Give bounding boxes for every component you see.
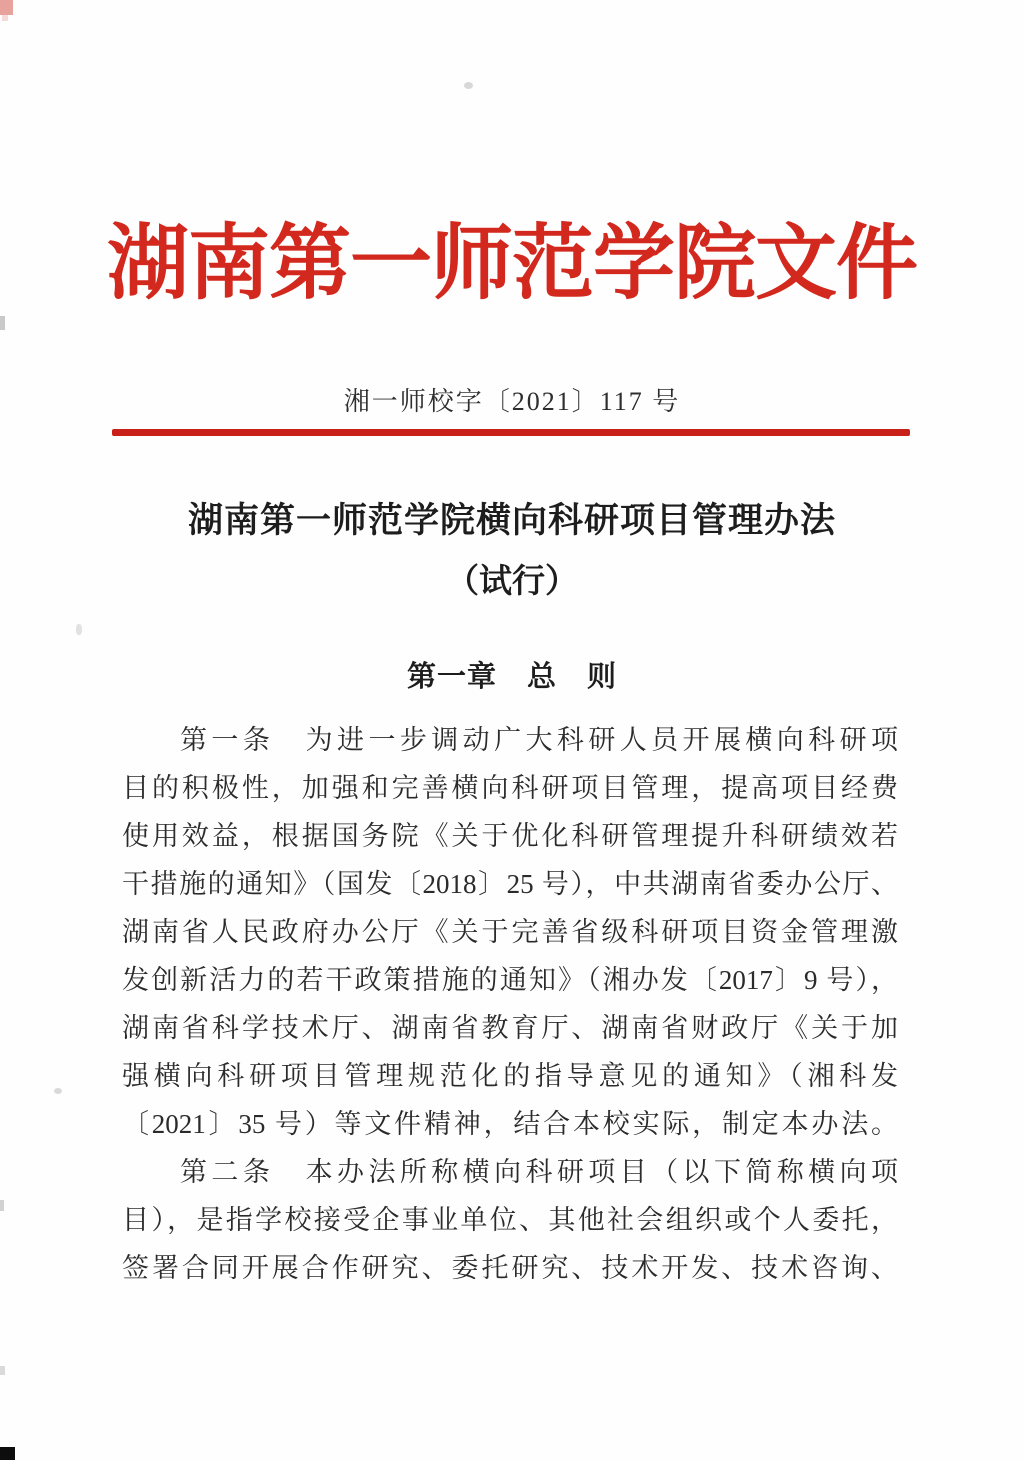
body-line: 湖南省人民政府办公厅《关于完善省级科研项目资金管理激 [122,917,898,947]
document-body [122,716,898,1292]
body-line: 强横向科研项目管理规范化的指导意见的通知》（湘科发 [122,1061,898,1091]
scan-mark-bottom-left [0,1447,15,1460]
scan-mark-top-left-red [0,0,13,15]
scan-speck-top-center [464,82,473,89]
banner-title: 湖南第一师范学院文件 [106,218,917,309]
body-line: 第一条 为进一步调动广大科研人员开展横向科研项 [180,725,898,755]
body-line: 干措施的通知》（国发〔2018〕25 号），中共湖南省委办公厅、 [122,869,898,899]
chapter-heading: 第一章 总 则 [406,661,617,693]
scan-mark-left-edge-2 [0,1200,4,1211]
scan-speck-left-middle [76,624,82,635]
body-line: 使用效益，根据国务院《关于优化科研管理提升科研绩效若 [122,821,898,851]
scan-mark-left-edge-1 [0,316,5,330]
body-line: 目），是指学校接受企事业单位、其他社会组织或个人委托， [122,1205,898,1235]
body-line: 发创新活力的若干政策措施的通知》（湘办发〔2017〕9 号）， [122,965,898,995]
body-line: 湖南省科学技术厅、湖南省教育厅、湖南省财政厅《关于加 [122,1013,898,1043]
scan-speck-left-lower [54,1088,62,1094]
scan-mark-left-edge-3 [0,1366,5,1375]
body-line: 签署合同开展合作研究、委托研究、技术开发、技术咨询、 [122,1253,898,1283]
scan-mark-top-left-red-2 [2,15,8,21]
body-line: 目的积极性，加强和完善横向科研项目管理，提高项目经费 [122,773,898,803]
red-separator-line [112,429,910,436]
doc-title: 湖南第一师范学院横向科研项目管理办法 [187,501,836,540]
doc-subtitle: （试行） [446,564,578,600]
body-line: 〔2021〕35 号）等文件精神，结合本校实际，制定本办法。 [122,1109,898,1139]
body-line: 第二条 本办法所称横向科研项目（以下简称横向项 [180,1157,898,1187]
doc-number: 湘一师校字〔2021〕117 号 [343,387,681,416]
